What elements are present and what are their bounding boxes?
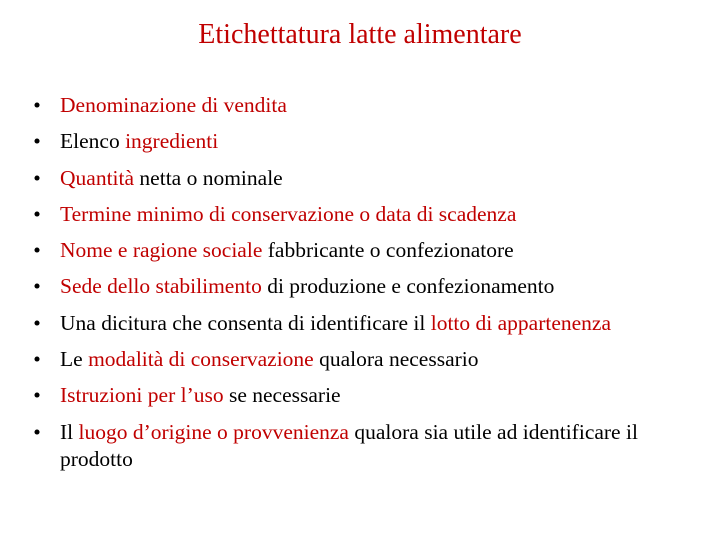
bullet-text-segment: Quantità <box>60 165 135 190</box>
bullet-text-segment: Nome e ragione sociale <box>60 238 263 263</box>
bullet-item <box>30 382 670 409</box>
bullet-text-segment: modalità di conservazione <box>88 347 314 372</box>
bullet-text-segment: Il <box>60 419 79 444</box>
bullet-text-segment: Le <box>60 347 89 372</box>
bullet-item <box>30 128 670 155</box>
bullet-text-segment: Elenco <box>60 129 126 154</box>
bullet-dot-icon: • <box>33 419 41 444</box>
bullet-text-segment: luogo d’origine o provvenienza <box>78 419 349 444</box>
bullet-dot-icon: • <box>33 347 41 372</box>
bullet-text-segment: fabbricante o confezionatore <box>262 238 514 263</box>
bullet-text-segment: Una dicitura che consenta di identificare il <box>60 310 431 335</box>
bullet-item <box>30 273 670 300</box>
bullet-item <box>30 201 670 228</box>
bullet-text-segment: Termine minimo di conservazione o data di scadenza <box>60 201 517 226</box>
bullet-dot-icon: • <box>33 201 41 226</box>
bullet-dot-icon: • <box>33 129 41 154</box>
bullet-item <box>30 165 670 192</box>
bullet-text-segment: se necessarie <box>223 383 341 408</box>
bullet-text-segment: Denominazione di vendita <box>60 93 287 117</box>
bullet-dot-icon: • <box>33 310 41 335</box>
bullet-text-segment: Sede dello stabilimento <box>60 274 262 299</box>
bullet-text-segment: lotto di appartenenza <box>430 310 612 335</box>
bullet-item <box>30 92 670 119</box>
bullet-text-segment: Istruzioni per l’uso <box>60 383 224 408</box>
bullet-text-segment: ingredienti <box>125 129 219 154</box>
bullet-dot-icon: • <box>33 274 41 299</box>
bullet-dot-icon: • <box>33 165 41 190</box>
slide-title: Etichettatura latte alimentare <box>198 19 522 50</box>
bullet-dot-icon: • <box>33 238 41 263</box>
bullet-text-segment: netta o nominale <box>134 165 283 190</box>
bullet-list <box>30 92 670 482</box>
bullet-text-segment: di produzione e confezionamento <box>261 274 555 299</box>
bullet-item <box>30 237 670 264</box>
bullet-item <box>30 310 670 337</box>
bullet-text-segment: qualora sia utile ad identificare il prodotto <box>60 419 638 471</box>
bullet-text-segment: qualora necessario <box>313 347 479 372</box>
bullet-item <box>30 346 670 373</box>
bullet-item <box>30 419 670 473</box>
bullet-dot-icon: • <box>33 383 41 408</box>
bullet-dot-icon: • <box>33 93 41 117</box>
